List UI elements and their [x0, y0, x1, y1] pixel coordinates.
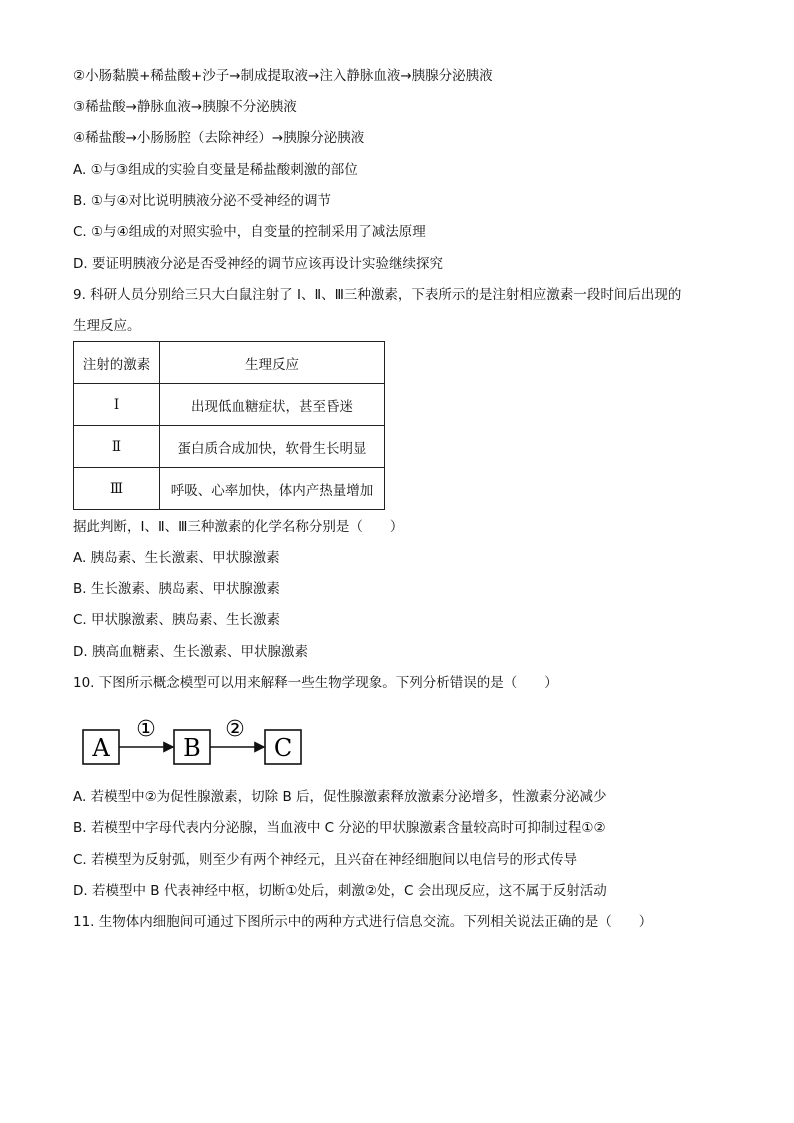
arrow-1-label: ① — [136, 717, 156, 742]
q10-stem: 10. 下图所示概念模型可以用来解释一些生物学现象。下列分析错误的是（ ） — [73, 675, 558, 691]
q9-stem-line2: 生理反应。 — [73, 318, 141, 334]
concept-model-diagram — [80, 712, 320, 772]
q11-stem: 11. 生物体内细胞间可通过下图所示中的两种方式进行信息交流。下列相关说法正确的是（ ） — [73, 914, 653, 930]
box-a-label: A — [92, 734, 110, 762]
q10-option-b: B. 若模型中字母代表内分泌腺，当血液中 C 分泌的甲状腺激素含量较高时可抑制过程①② — [73, 820, 606, 836]
q8-option-d: D. 要证明胰液分泌是否受神经的调节应该再设计实验继续探究 — [73, 256, 443, 272]
q8-option-a: A. ①与③组成的实验自变量是稀盐酸刺激的部位 — [73, 162, 358, 178]
q10-option-d: D. 若模型中 B 代表神经中枢，切断①处后，刺激②处，C 会出现反应，这不属于反射活动 — [73, 883, 607, 899]
q9-option-b: B. 生长激素、胰岛素、甲状腺激素 — [73, 581, 280, 597]
table-cell-reaction: 出现低血糖症状，甚至昏迷 — [160, 384, 385, 426]
q10-option-a: A. 若模型中②为促性腺激素，切除 B 后，促性腺激素释放激素分泌增多，性激素分泌减少 — [73, 789, 607, 805]
table-row — [74, 384, 385, 426]
q9-option-c: C. 甲状腺激素、胰岛素、生长激素 — [73, 612, 281, 628]
table-cell-hormone: Ⅰ — [74, 384, 160, 426]
q9-stem-line1: 9. 科研人员分别给三只大白鼠注射了 Ⅰ、Ⅱ、Ⅲ三种激素，下表所示的是注射相应激素一段时间后出现的 — [73, 287, 682, 303]
q9-option-d: D. 胰高血糖素、生长激素、甲状腺激素 — [73, 644, 308, 660]
table-cell-reaction: 呼吸、心率加快，体内产热量增加 — [160, 468, 385, 510]
q9-question: 据此判断，Ⅰ、Ⅱ、Ⅲ三种激素的化学名称分别是（ ） — [73, 519, 404, 535]
box-b-label: B — [183, 734, 201, 762]
arrow-2-label: ② — [225, 717, 245, 742]
table-cell-hormone: Ⅲ — [74, 468, 160, 510]
table-row — [74, 468, 385, 510]
table-cell-reaction: 蛋白质合成加快，软骨生长明显 — [160, 426, 385, 468]
experiment-step-4: ④稀盐酸→小肠肠腔（去除神经）→胰腺分泌胰液 — [73, 130, 365, 146]
experiment-step-3: ③稀盐酸→静脉血液→胰腺不分泌胰液 — [73, 99, 297, 115]
q10-option-c: C. 若模型为反射弧，则至少有两个神经元，且兴奋在神经细胞间以电信号的形式传导 — [73, 852, 578, 868]
q8-option-c: C. ①与④组成的对照实验中，自变量的控制采用了减法原理 — [73, 224, 426, 240]
table-row — [74, 426, 385, 468]
table-header-row — [74, 342, 385, 384]
table-header-reaction: 生理反应 — [160, 342, 385, 384]
hormone-reaction-table — [73, 341, 385, 510]
box-c-label: C — [273, 734, 293, 762]
table-header-hormone: 注射的激素 — [74, 342, 160, 384]
q9-option-a: A. 胰岛素、生长激素、甲状腺激素 — [73, 550, 280, 566]
table-cell-hormone: Ⅱ — [74, 426, 160, 468]
experiment-step-2: ②小肠黏膜+稀盐酸+沙子→制成提取液→注入静脉血液→胰腺分泌胰液 — [73, 68, 493, 84]
q8-option-b: B. ①与④对比说明胰液分泌不受神经的调节 — [73, 193, 332, 209]
